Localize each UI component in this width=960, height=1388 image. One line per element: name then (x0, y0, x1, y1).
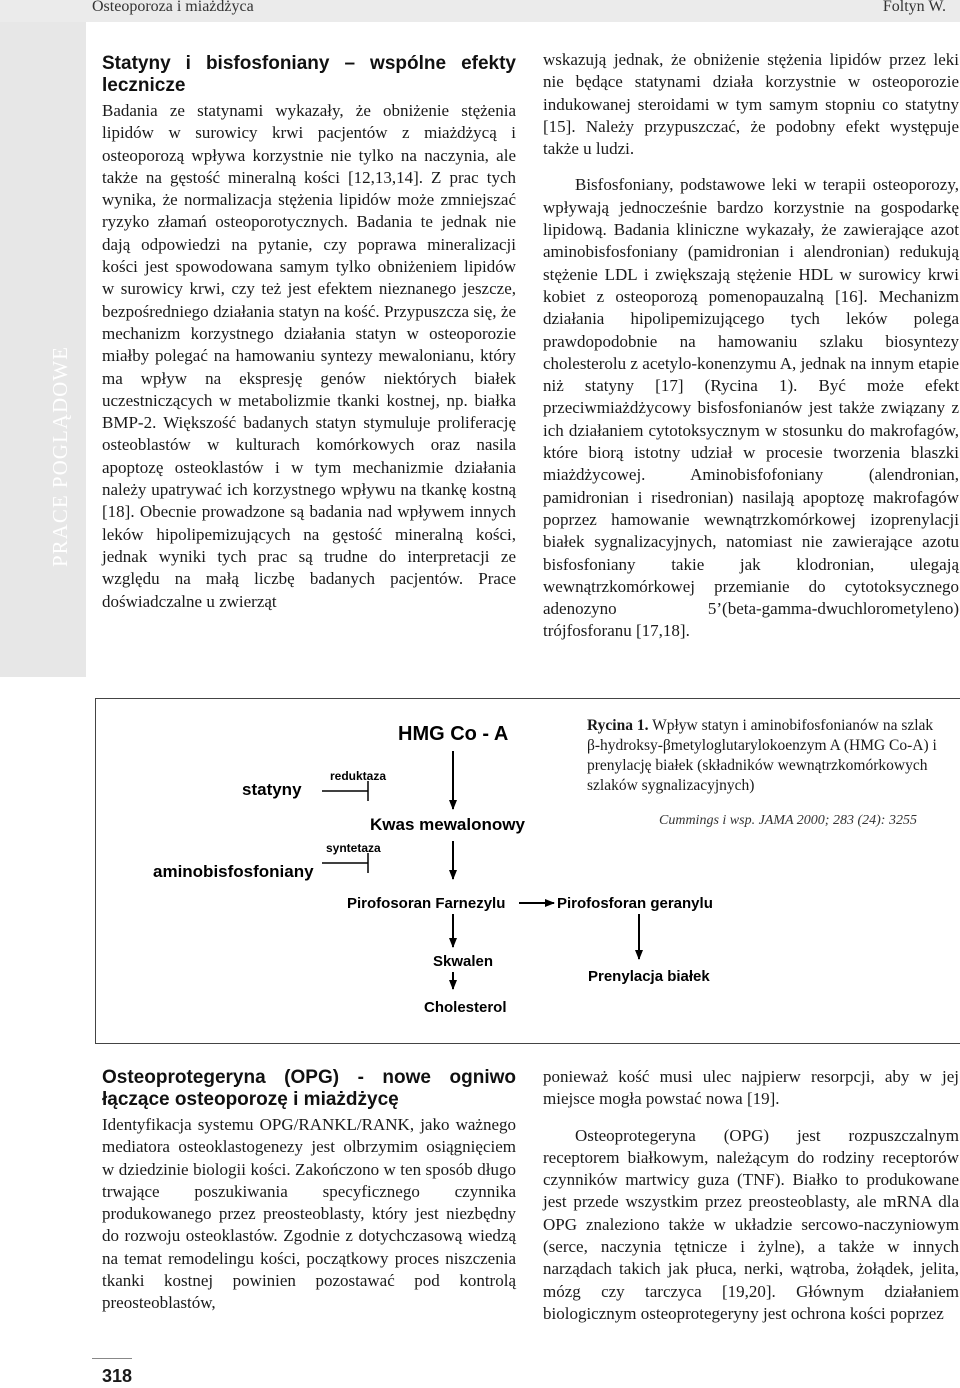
section2-right-column (543, 1066, 959, 1325)
sidebar-label: PRACE POGLĄDOWE (48, 346, 72, 567)
section2-left-paragraph: Identyfikacja systemu OPG/RANKL/RANK, jako ważnego mediatora osteoklastogenezy jest olbrzymim osiągnięciem w dziedzinie biologii kości. Zakończono w ten sposób długo trwające poszukiwania specyficznego czynnika produkowanego przez preosteoblasty, który jest niezbędny do rozwoju osteoklastów. Zgodnie z dotychczasową wiedzą na temat remodelingu kości, początkowy proces niszczenia tkanki kostnej powinien pozostawać pod kontrolą preosteoblastów, (102, 1115, 516, 1313)
page-number: 318 (102, 1366, 133, 1386)
figure-caption (587, 716, 942, 796)
caption-text: Wpływ statyn i aminobifosfonianów na szlak β-hydroksy-βmetyloglutarylokoenzym A (HMG Co-A) i prenylację białek (składników wewnątrzkomórkowych szlaków sygnalizacyjnych) (587, 717, 937, 794)
prenylacja-bialek-label: Prenylacja białek (588, 968, 710, 985)
syntetaza-label: syntetaza (326, 841, 381, 855)
section1-right-column (543, 49, 959, 643)
section1-right-paragraph-1: wskazują jednak, że obniżenie stężenia lipidów przez leki nie będące statynami działa korzystnie w osteoporozie indukowanej steroidami w tym samym stopniu co statytny [15]. Należy przypuszczać, że podobny efekt występuje także u ludzi. (543, 50, 959, 159)
section2-right-paragraph-1: ponieważ kość musi ulec najpierw resorpcji, aby w jej miejsce mogła powstać nowa [19]. (543, 1067, 959, 1109)
pirofosforan-farnezylu-label: Pirofosoran Farnezylu (347, 895, 506, 912)
figure-citation: Cummings i wsp. JAMA 2000; 283 (24): 3255 (659, 813, 917, 828)
header-author: Foltyn W. (882, 0, 946, 15)
hmg-coa-label: HMG Co - A (398, 723, 509, 745)
section-sidebar (0, 22, 86, 677)
kwas-mewalonowy-label: Kwas mewalonowy (370, 815, 525, 834)
section1-heading: Statyny i bisfosfoniany – wspólne efekty lecznicze (102, 53, 516, 96)
section2-left-column (102, 1067, 516, 1315)
section1-left-paragraph: Badania ze statynami wykazały, że obniżenie stężenia lipidów w surowicy krwi pacjentów z miażdżycą i osteoporozą wpływa korzystnie nie tylko na naczynia, ale także na gęstość mineralną kości [12,13,14]. Z prac tych wynika, że normalizacja stężenia lipidów może zmniejszać ryzyko złamań osteoporotycznych. Badania te jednak nie dają odpowiedzi na pytanie, czy poprawa mineralizacji kości jest spowodowana samym tylko obniżeniem lipidów w surowicy krwi, czy też jest efektem nieznanego jeszcze, bezpośredniego działania statyn na kość. Przypuszcza się, że mechanizm korzystnego działania statyn w osteoporozie miałby polegać na hamowaniu syntezy mewalonianu, który ma wpływ na ekspresję genów niektórych białek uczestniczących w metabolizmie tkanki kostnej, np. białka BMP-2. Większość badanych statyn stymuluje proliferację osteoblastów w kulturach komórkowych oraz nasila apoptozę osteoklastów i w tym mechanizmie działania należy upatrywać ich korzystnego wpływu na tkankę kostną [18]. Obecnie prowadzone są badania nad wpływem innych leków hipolipemizujących na gęstość mineralną kości, jednak wyniki tych prac są trudne do interpretacji ze względu na małą liczbę badanych pacjentów. Prace doświadczalne u zwierząt (102, 101, 516, 611)
skwalen-label: Skwalen (433, 953, 494, 970)
section2-heading: Osteoprotegeryna (OPG) - nowe ogniwo łączące osteoporozę i miażdżycę (102, 1067, 516, 1110)
running-header (0, 0, 960, 22)
section1-left-column (102, 53, 516, 613)
statyny-label: statyny (242, 780, 302, 799)
header-title: Osteoporoza i miażdżyca (92, 0, 254, 15)
reduktaza-label: reduktaza (330, 769, 387, 783)
section1-right-paragraph-2: Bisfosfoniany, podstawowe leki w terapii osteoporozy, wpływają jednocześnie bardzo korzystnie na gospodarkę lipidową. Badania kliniczne wykazały, że zawierające azot aminobisfosfoniany (pamidronian i alendronian) redukują stężenie LDL i zwiększają stężenie HDL w surowicy krwi kobiet z osteoporozą pomenopauzalną [16]. Mechanizm działania hipolipemizującego tych leków polega prawdopodobnie na hamowaniu szlaku biosyntezy cholesterolu z acetylo-konenzymu A, jednak na innym etapie niż statyny [17] (Rycina 1). Być może efekt przeciwmiażdżycowy bisfosfonianów jest także związany z ich działaniem cytotoksycznym w stosunku do makrofagów, które biorą istotny udział w procesie tworzenia blaszki miażdżycowej. Aminobisfofoniany (alendronian, pamidronian i risedronian) nasilają apoptozę makrofagów poprzez hamowanie wewnątrzkomórkowej izoprenylacji białek sygnalizacyjnych, natomiast nie zawierające azotu bisfosfoniany takie jak klodronian, ulegają wewnątrzkomórkowej przemianie do cytotoksycznego adenozyno 5’(beta-gamma-dwuchlorometyleno) trójfosforanu [17,18]. (543, 175, 959, 641)
cholesterol-label: Cholesterol (424, 999, 507, 1016)
footer-rule (92, 1358, 132, 1359)
section2-right-paragraph-2: Osteoprotegeryna (OPG) jest rozpuszczalnym receptorem białkowym, należącym do rodziny receptorów czynników martwicy guza (TNF). Białko to produkowane jest przede wszystkim przez preosteoblasty, ale mRNA dla OPG znaleziono także w układzie sercowo-naczyniowym (serce, naczynia tętnicze i żylne), a także w innych narządach takich jak płuca, nerki, wątroba, żołądek, jelita, mózg czy tarczyca [19,20]. Głównym działaniem biologicznym osteoprotegeryny jest ochrona kości poprzez (543, 1125, 959, 1323)
pirofosforan-geranylu-label: Pirofosforan geranylu (557, 895, 713, 912)
caption-title: Rycina 1. (587, 717, 649, 734)
aminobisfosfoniany-label: aminobisfosfoniany (153, 862, 314, 881)
